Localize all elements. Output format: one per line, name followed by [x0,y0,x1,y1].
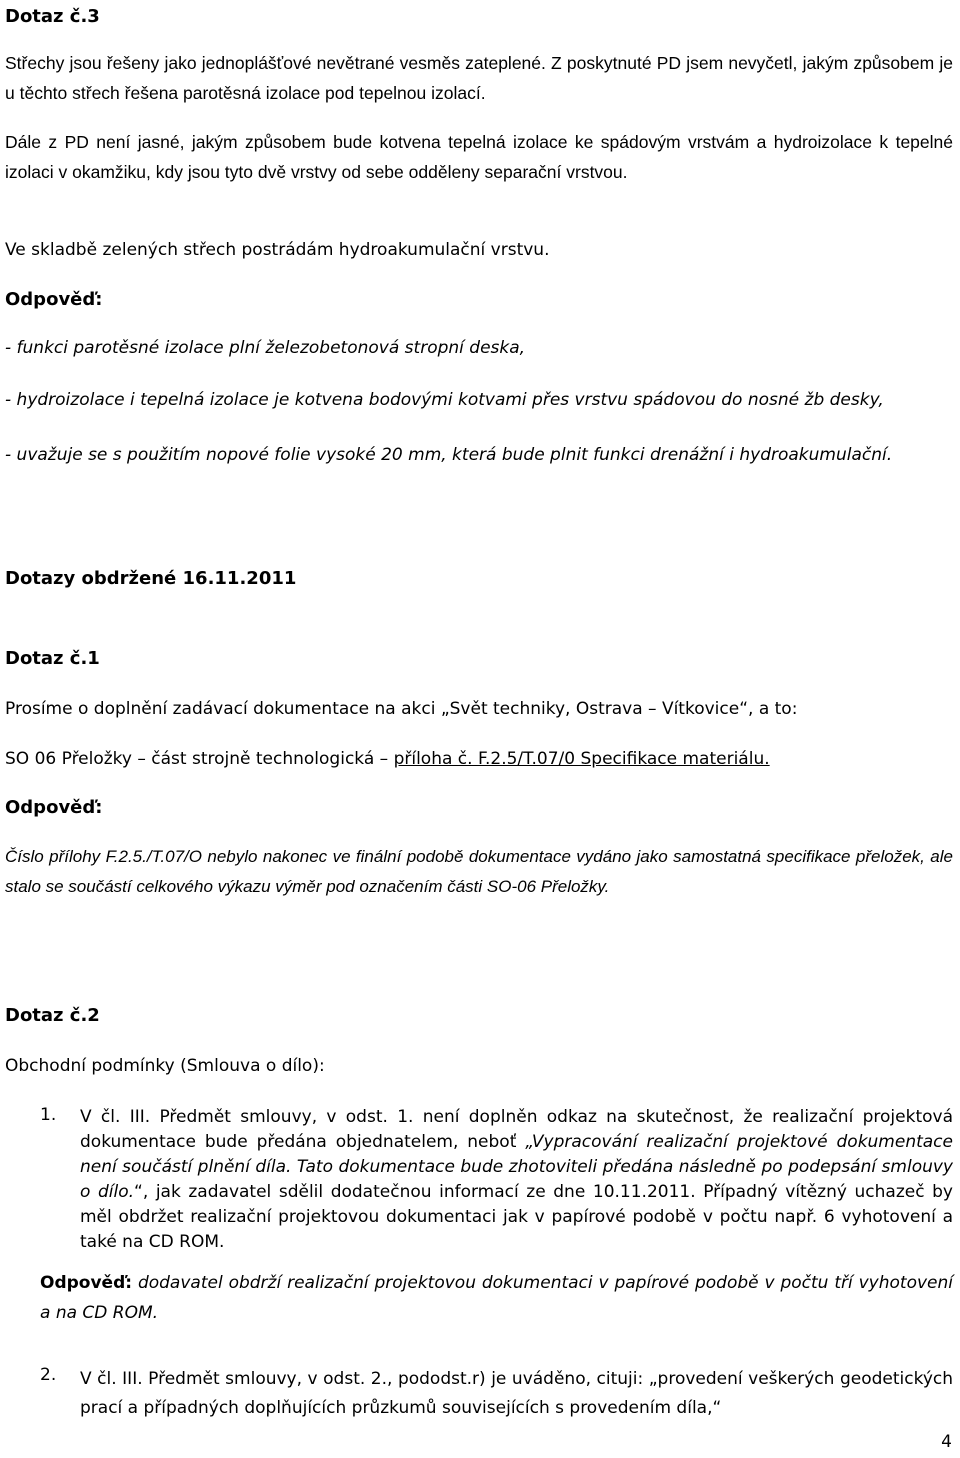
q1-paragraph-2-prefix: SO 06 Přeložky – část strojně technologická – [5,749,394,769]
q2-answer [40,1268,953,1328]
q3-paragraph-1: Střechy jsou řešeny jako jednoplášťové nevětrané vesměs zateplené. Z poskytnuté PD jsem nevyčetl, jakým způsobem je u těchto střech řešena parotěsná izolace pod tepelnou izolací. [5,53,953,103]
q2-list-item-1 [40,1105,953,1255]
q2-list-item-2 [40,1365,953,1423]
q2-answer-text: dodavatel obdrží realizační projektovou dokumentaci v papírové podobě v počtu tří vyhotovení a na CD ROM. [40,1273,953,1323]
q1-answer-text [5,842,953,902]
q2-list-item-1-text-b: “, jak zadavatel sdělil dodatečnou informací ze dne 10.11.2011. Případný vítězný uchazeč by měl obdržet realizační projektovou dokumentaci jak v papírové podobě v počtu např. 6 vyhotovení a také na CD ROM. [80,1182,953,1252]
q1-answer-rest: F.2.5./T.07/O nebylo nakonec ve finální podobě dokumentace vydáno jako samostatná specifikace přeložek, ale stalo se součástí celkového výkazu výměr pod označením části SO-06 Přeložky. [5,847,953,896]
q1-answer-italic: Číslo přílohy [5,847,101,866]
q3-answer-item-2: - hydroizolace i tepelná izolace je kotvena bodovými kotvami přes vrstvu spádovou do nosné žb desky, [5,390,884,410]
q2-list-item-1-quote: „Vypracování realizační projektové dokumentace není součástí plnění díla. Tato dokumentace bude zhotoviteli předána následně po podepsání smlouvy o dílo. [80,1132,953,1202]
q3-paragraph-3: Ve skladbě zelených střech postrádám hydroakumulační vrstvu. [5,240,550,260]
q2-list-item-2-body: V čl. III. Předmět smlouvy, v odst. 2., pododst.r) je uváděno, cituji: „provedení veškerých geodetických prací a případných doplňujících průzkumů souvisejících s provedením díla,“ [80,1369,953,1418]
q1-heading: Dotaz č.1 [5,648,100,669]
q1-paragraph-2 [5,749,770,769]
section-heading: Dotazy obdržené 16.11.2011 [5,568,297,589]
q2-list-item-1-body [80,1105,953,1255]
attachment-link: příloha č. F.2.5/T.07/0 Specifikace materiálu. [393,749,770,769]
q1-paragraph-1: Prosíme o doplnění zadávací dokumentace na akci „Svět techniky, Ostrava – Vítkovice“, a to: [5,699,798,719]
q3-answer-item-1: - funkci parotěsné izolace plní železobetonová stropní deska, [5,338,526,358]
q3-answer-label: Odpověď: [5,289,103,310]
q2-answer-label: Odpověď: [40,1273,133,1293]
q2-intro: Obchodní podmínky (Smlouva o dílo): [5,1056,325,1076]
q2-list-item-1-text-a: V čl. III. Předmět smlouvy, v odst. 1. není doplněn odkaz na skutečnost, že realizační projektová dokumentace bude předána objednatelem, neboť [80,1107,953,1152]
q1-answer-label: Odpověď: [5,797,103,818]
page-number: 4 [941,1432,952,1452]
q2-list-item-1-number: 1. [40,1105,57,1125]
q2-list-item-2-number: 2. [40,1365,57,1385]
q2-heading: Dotaz č.2 [5,1005,100,1026]
q3-paragraph-2: Dále z PD není jasné, jakým způsobem bude kotvena tepelná izolace ke spádovým vrstvám a hydroizolace k tepelné izolaci v okamžiku, kdy jsou tyto dvě vrstvy od sebe odděleny separační vrstvou. [5,132,953,182]
q3-answer-item-3: - uvažuje se s použitím nopové folie vysoké 20 mm, která bude plnit funkci drenážní i hydroakumulační. [5,445,893,465]
q3-heading: Dotaz č.3 [5,6,100,27]
